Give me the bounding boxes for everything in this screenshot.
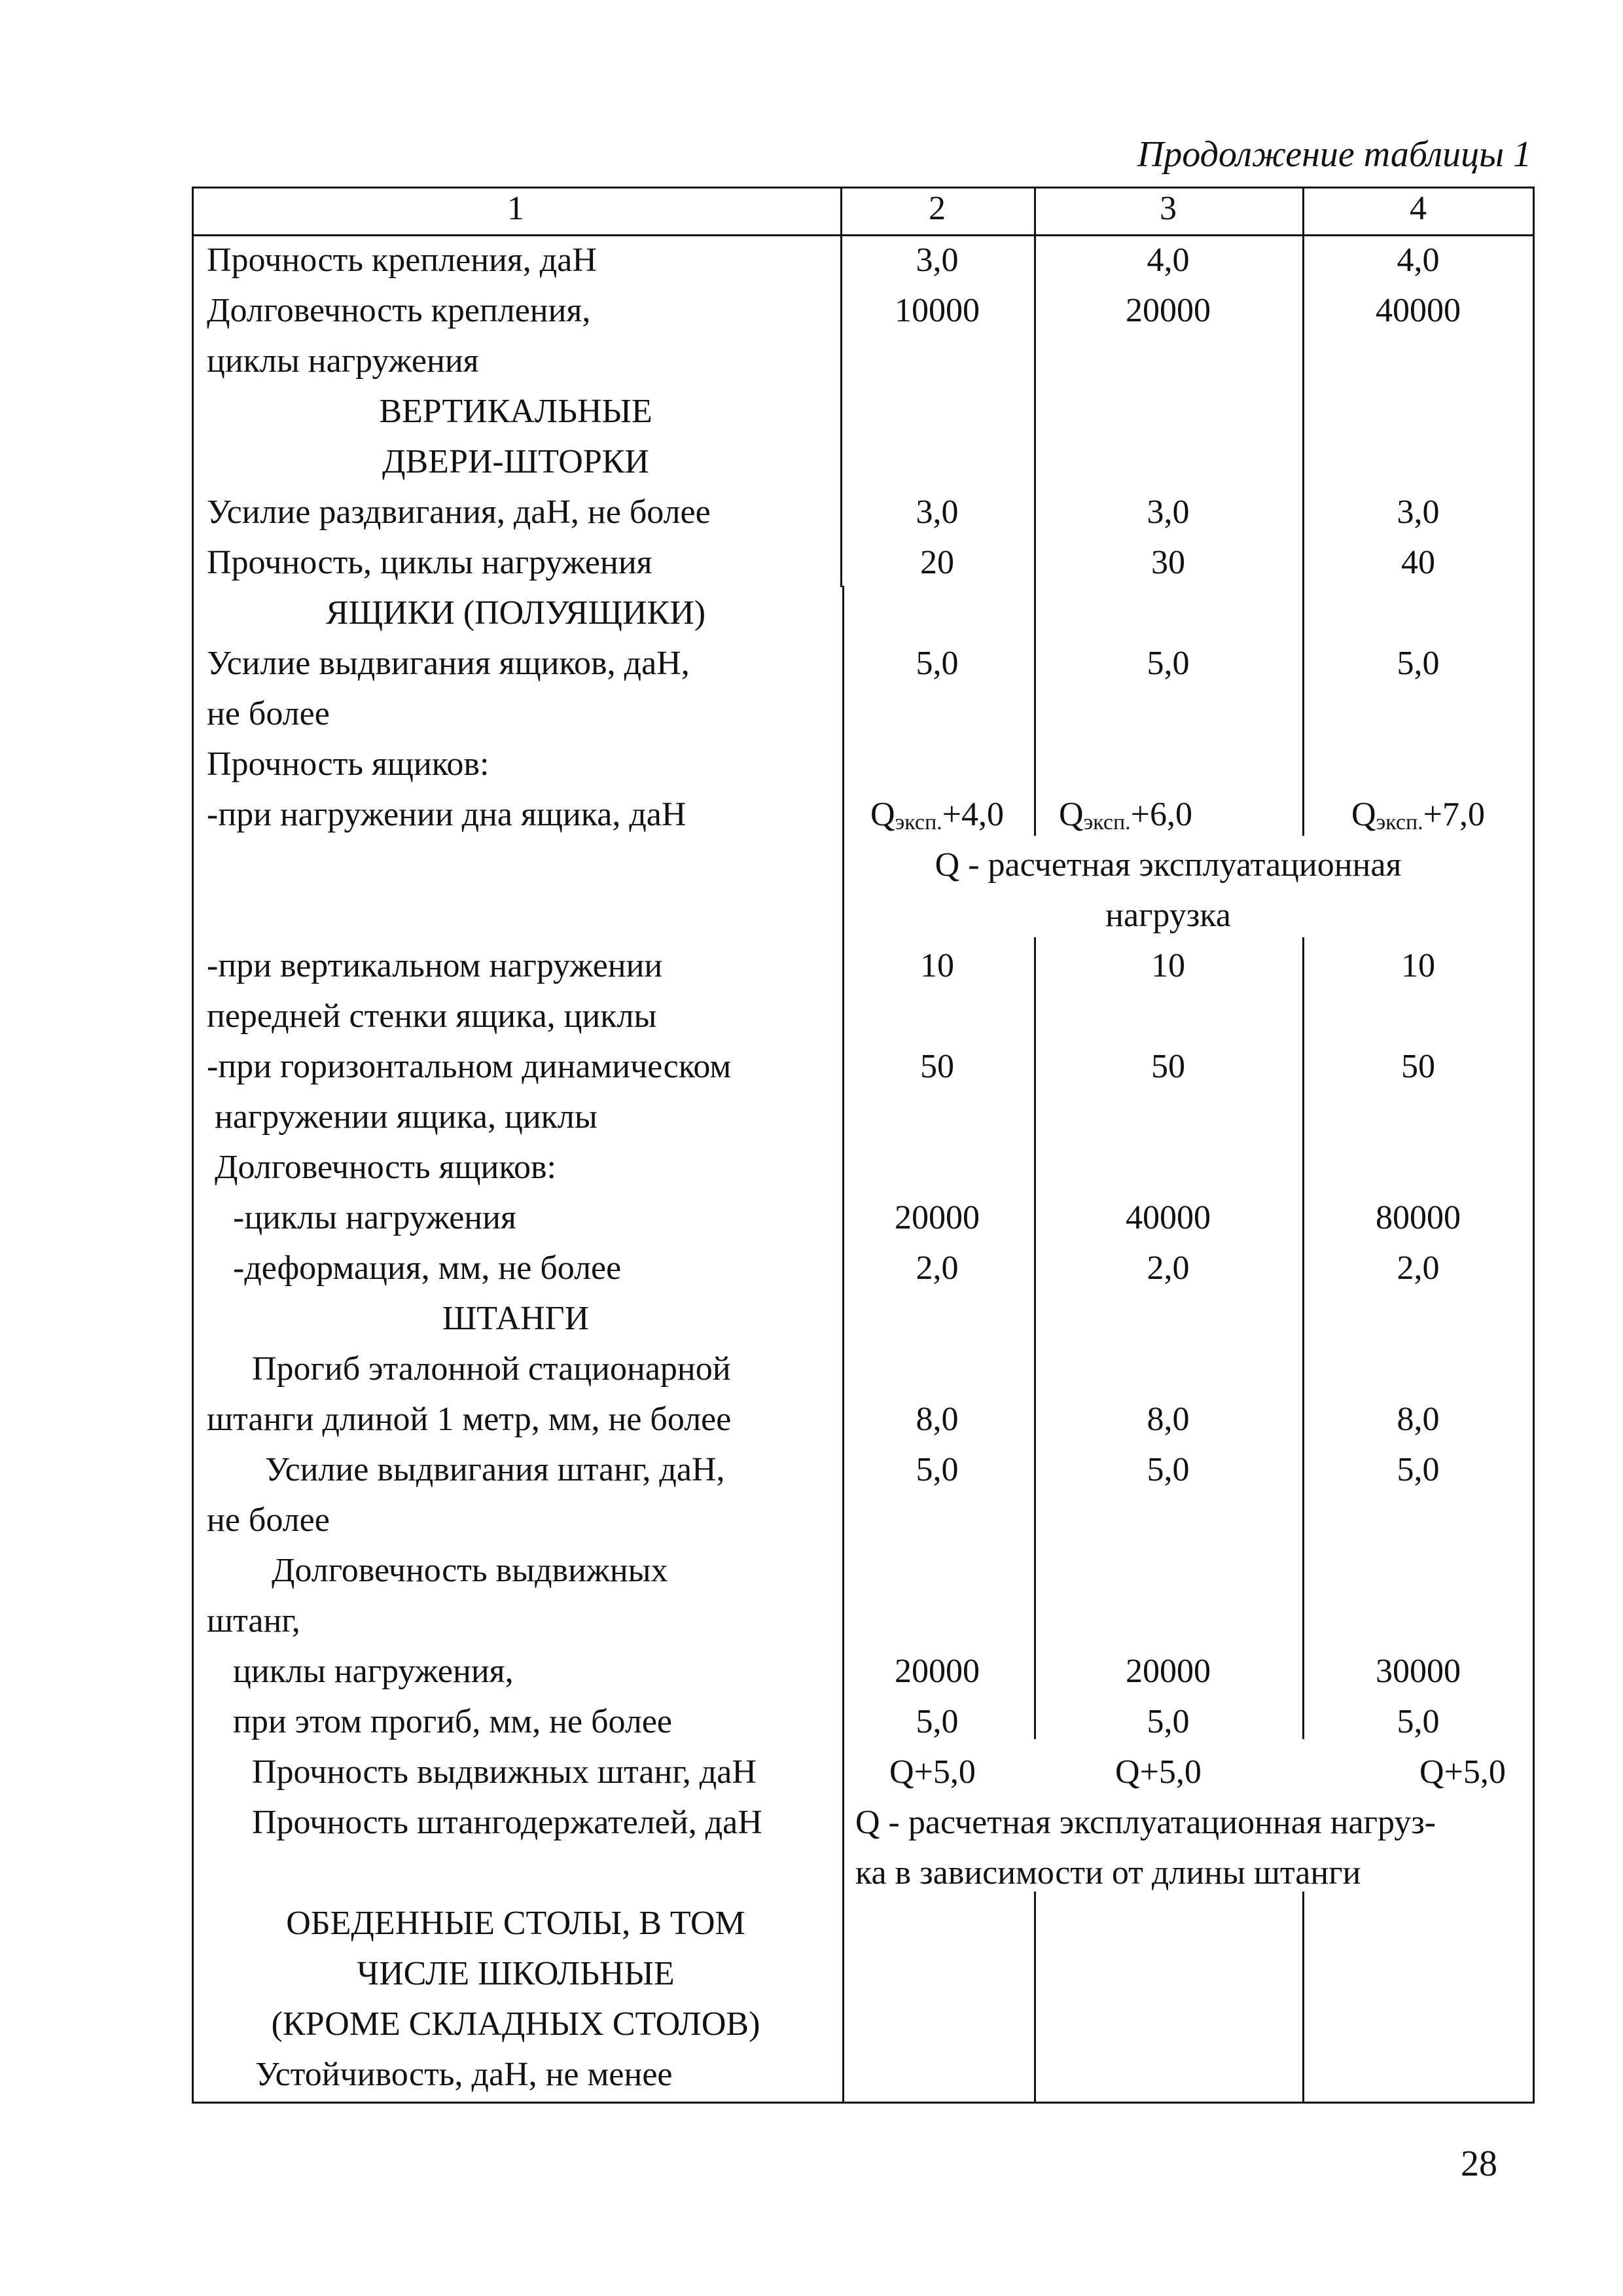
formula-addend: +6,0 <box>1130 796 1192 833</box>
col-divider-3c <box>1302 1892 1304 2104</box>
q-subscript: эксп. <box>1083 810 1131 834</box>
cell-value: 20000 <box>1126 292 1211 329</box>
cell-value: 5,0 <box>916 1703 959 1740</box>
col-divider-1 <box>840 187 842 587</box>
row-label: Прочность крепления, даН <box>207 242 597 279</box>
cell-value: 5,0 <box>1147 1451 1190 1488</box>
q-subscript: эксп. <box>1376 810 1423 834</box>
cell-value: 20000 <box>895 1653 980 1690</box>
cell-value: 20000 <box>1126 1653 1211 1690</box>
row-label: Прочность выдвижных штанг, даН <box>252 1753 757 1791</box>
cell-value: 50 <box>1151 1048 1185 1085</box>
cell-value: 3,0 <box>916 493 959 531</box>
formula-addend: +7,0 <box>1423 796 1485 833</box>
row-label: Долговечность выдвижных <box>272 1552 668 1589</box>
merged-note: Q - расчетная эксплуатационная нагруз- <box>855 1804 1436 1841</box>
row-label: не более <box>207 695 330 732</box>
cell-value: Q+5,0 <box>889 1753 976 1791</box>
cell-value: 5,0 <box>1397 1703 1440 1740</box>
cell-value: 8,0 <box>916 1401 959 1438</box>
cell-value: 5,0 <box>916 645 959 682</box>
header-col-1: 1 <box>507 190 524 227</box>
col-divider-2 <box>1034 187 1036 836</box>
merged-note: ка в зависимости от длины штанги <box>855 1854 1361 1892</box>
row-label: при этом прогиб, мм, не более <box>233 1703 672 1740</box>
col-divider-3b <box>1302 937 1304 1739</box>
header-col-3: 3 <box>1160 190 1177 227</box>
cell-formula <box>1059 798 1192 832</box>
cell-value: 5,0 <box>916 1451 959 1488</box>
row-label: -при нагружении дна ящика, даН <box>207 796 687 833</box>
cell-value: 4,0 <box>1147 242 1190 279</box>
row-label: Усилие выдвигания ящиков, даН, <box>207 645 690 682</box>
cell-value: 5,0 <box>1397 1451 1440 1488</box>
row-label: Прочность, циклы нагружения <box>207 544 652 581</box>
col-divider-1b <box>842 586 844 2104</box>
row-label: передней стенки ящика, циклы <box>207 997 657 1035</box>
cell-value: 40 <box>1401 544 1435 581</box>
cell-value: 8,0 <box>1397 1401 1440 1438</box>
row-label: штанг, <box>207 1602 300 1640</box>
row-label: -циклы нагружения <box>233 1199 516 1236</box>
cell-value: 2,0 <box>1397 1249 1440 1287</box>
cell-value: 50 <box>1401 1048 1435 1085</box>
cell-value: 10 <box>1151 947 1185 984</box>
cell-value: 10 <box>1401 947 1435 984</box>
cell-value: 8,0 <box>1147 1401 1190 1438</box>
row-label: Прогиб эталонной стационарной <box>252 1350 731 1388</box>
cell-value: 5,0 <box>1147 645 1190 682</box>
cell-value: 3,0 <box>1397 493 1440 531</box>
section-heading: ЯЩИКИ (ПОЛУЯЩИКИ) <box>325 594 706 632</box>
cell-formula <box>870 798 1004 832</box>
row-label: циклы нагружения, <box>233 1653 514 1690</box>
q-symbol: Q <box>1351 796 1376 833</box>
cell-value: 40000 <box>1126 1199 1211 1236</box>
page-number: 28 <box>1461 2144 1497 2184</box>
cell-value: 3,0 <box>1147 493 1190 531</box>
cell-value: 30000 <box>1376 1653 1461 1690</box>
row-label: нагружении ящика, циклы <box>215 1098 597 1136</box>
table-caption: Продолжение таблицы 1 <box>1137 134 1531 175</box>
cell-value: 5,0 <box>1397 645 1440 682</box>
section-heading: ВЕРТИКАЛЬНЫЕ <box>379 393 652 430</box>
q-subscript: эксп. <box>895 810 942 834</box>
cell-value: 5,0 <box>1147 1703 1190 1740</box>
cell-formula <box>1351 798 1485 832</box>
row-label: Долговечность крепления, <box>207 292 591 329</box>
row-label: -при горизонтальном динамическом <box>207 1048 732 1085</box>
section-heading: ДВЕРИ-ШТОРКИ <box>382 443 649 480</box>
cell-value: 30 <box>1151 544 1185 581</box>
cell-value: 20000 <box>895 1199 980 1236</box>
row-label: -при вертикальном нагружении <box>207 947 663 984</box>
row-label: Прочность штангодержателей, даН <box>252 1804 762 1841</box>
cell-value: 50 <box>920 1048 954 1085</box>
cell-value: 2,0 <box>916 1249 959 1287</box>
merged-note: нагрузка <box>1105 897 1231 934</box>
row-label: не более <box>207 1501 330 1539</box>
section-heading: (КРОМЕ СКЛАДНЫХ СТОЛОВ) <box>271 2005 760 2043</box>
q-symbol: Q <box>870 796 895 833</box>
section-heading: ШТАНГИ <box>442 1300 590 1337</box>
cell-value: 4,0 <box>1397 242 1440 279</box>
header-col-2: 2 <box>929 190 946 227</box>
cell-value: Q+5,0 <box>1419 1753 1506 1791</box>
row-label: штанги длиной 1 метр, мм, не более <box>207 1401 732 1438</box>
cell-value: 40000 <box>1376 292 1461 329</box>
row-label: Усилие выдвигания штанг, даН, <box>265 1451 725 1488</box>
col-divider-2c <box>1034 1892 1036 2104</box>
section-heading: ЧИСЛЕ ШКОЛЬНЫЕ <box>357 1955 675 1992</box>
row-label: Устойчивость, даН, не менее <box>255 2056 673 2093</box>
col-divider-3 <box>1302 187 1304 836</box>
cell-value: Q+5,0 <box>1115 1753 1202 1791</box>
section-heading: ОБЕДЕННЫЕ СТОЛЫ, В ТОМ <box>286 1905 745 1942</box>
cell-value: 3,0 <box>916 242 959 279</box>
col-divider-2b <box>1034 937 1036 1739</box>
row-label: Долговечность ящиков: <box>215 1149 557 1186</box>
merged-note: Q - расчетная эксплуатационная <box>935 846 1402 884</box>
cell-value: 10 <box>920 947 954 984</box>
cell-value: 2,0 <box>1147 1249 1190 1287</box>
row-label: -деформация, мм, не более <box>233 1249 622 1287</box>
q-symbol: Q <box>1059 796 1084 833</box>
cell-value: 80000 <box>1376 1199 1461 1236</box>
formula-addend: +4,0 <box>942 796 1004 833</box>
cell-value: 10000 <box>895 292 980 329</box>
header-divider <box>192 234 1535 236</box>
row-label: Усилие раздвигания, даН, не более <box>207 493 711 531</box>
cell-value: 20 <box>920 544 954 581</box>
row-label: Прочность ящиков: <box>207 745 490 783</box>
row-label: циклы нагружения <box>207 342 479 380</box>
header-col-4: 4 <box>1410 190 1427 227</box>
